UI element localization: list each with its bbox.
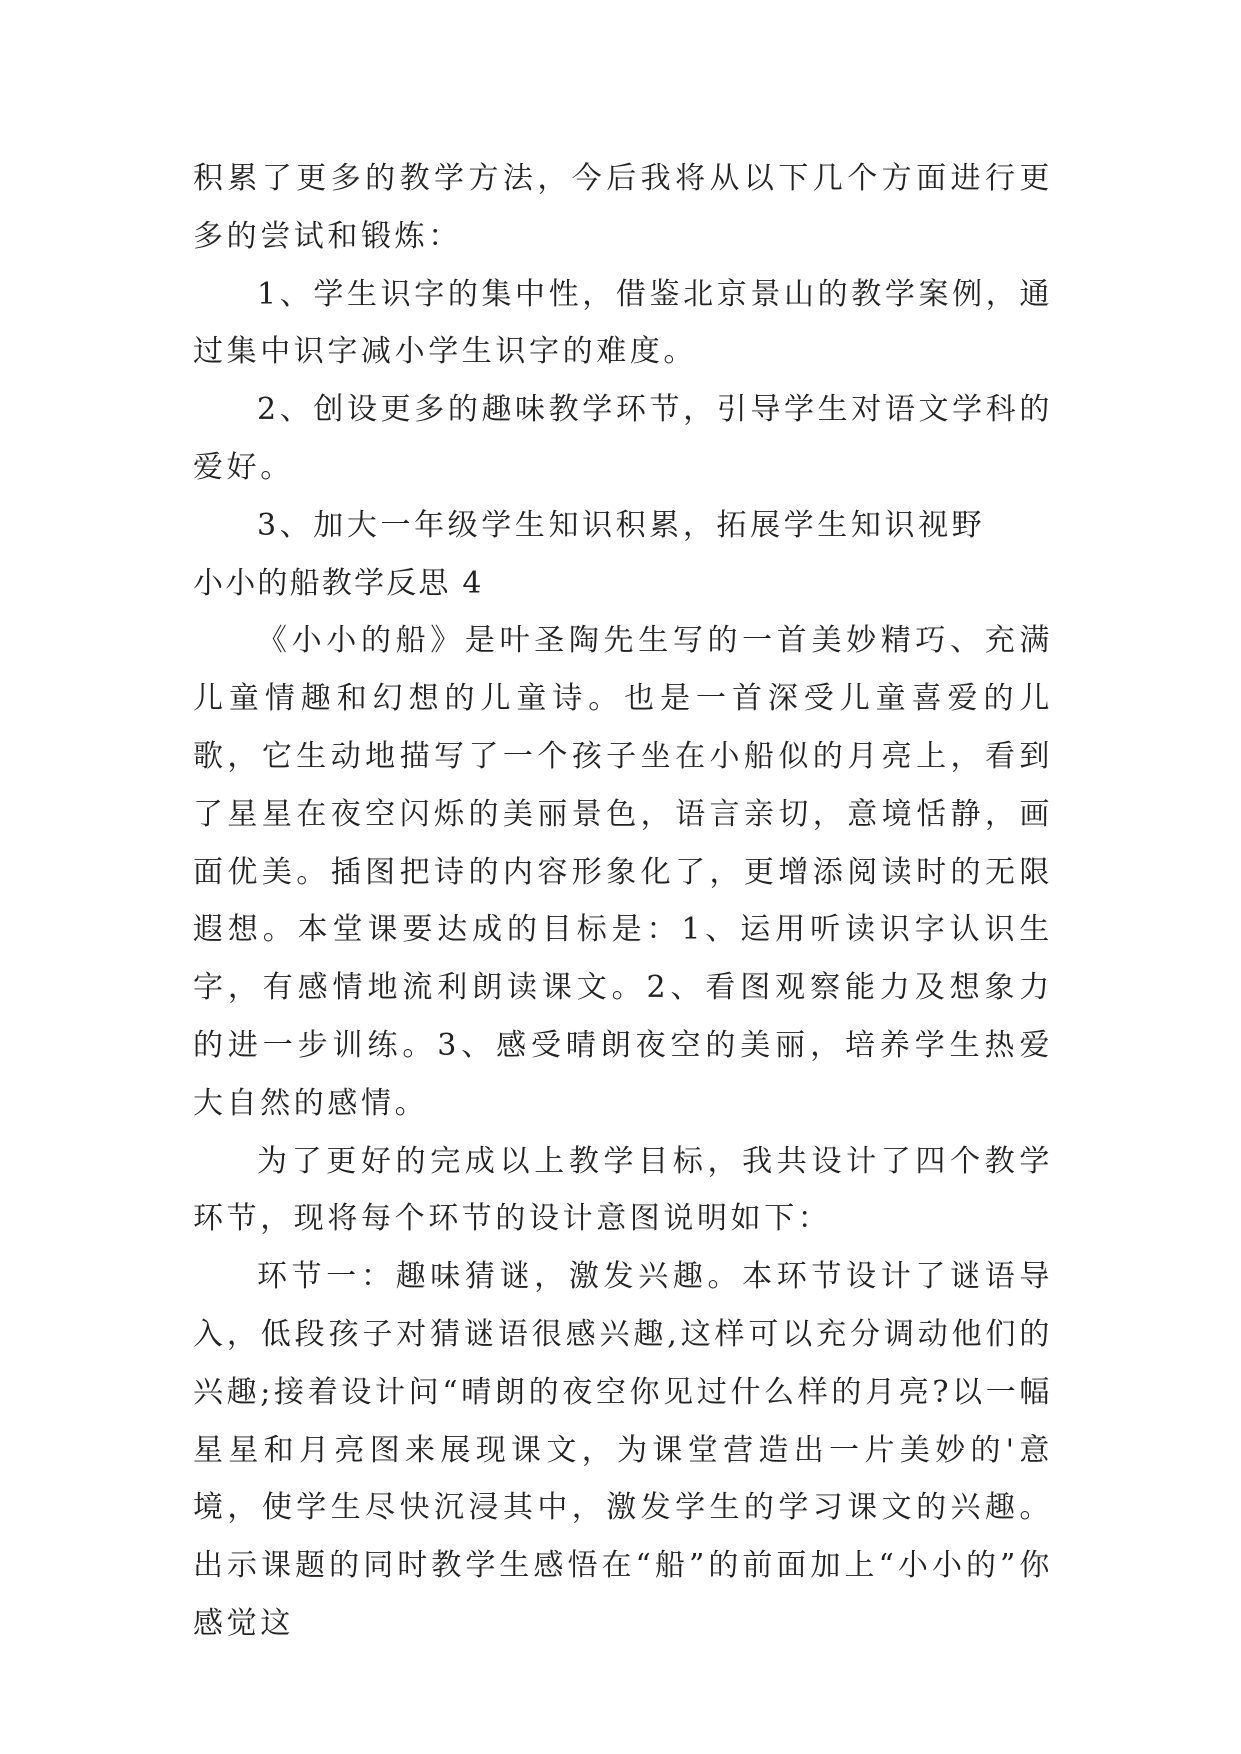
paragraph-intro: 《小小的船》是叶圣陶先生写的一首美妙精巧、充满儿童情趣和幻想的儿童诗。也是一首深受儿童喜爱的儿歌，它生动地描写了一个孩子坐在小船似的月亮上，看到了星星在夜空闪烁的美丽景色，语言亲切，意境恬静，画面优美。插图把诗的内容形象化了，更增添阅读时的无限遐想。本堂课要达成的目标是：1、运用听读识字认识生字，有感情地流利朗读课文。2、看图观察能力及想象力的进一步训练。3、感受晴朗夜空的美丽，培养学生热爱大自然的感情。 bbox=[193, 623, 1053, 1121]
paragraph-item-3: 3、加大一年级学生知识积累，拓展学生知识视野 bbox=[257, 507, 986, 543]
paragraph-item-1: 1、学生识字的集中性，借鉴北京景山的教学案例，通过集中识字减小学生识字的难度。 bbox=[193, 276, 1053, 370]
paragraph-item-2: 2、创设更多的趣味教学环节，引导学生对语文学科的爱好。 bbox=[193, 392, 1053, 485]
paragraph-continuation: 积累了更多的教学方法，今后我将从以下几个方面进行更多的尝试和锻炼： bbox=[193, 161, 1053, 254]
section-heading: 小小的船教学反思 4 bbox=[193, 565, 484, 601]
document-page bbox=[193, 150, 1053, 1653]
paragraph-design: 为了更好的完成以上教学目标，我共设计了四个教学环节，现将每个环节的设计意图说明如下： bbox=[193, 1143, 1053, 1237]
paragraph-step-one: 环节一：趣味猜谜，激发兴趣。本环节设计了谜语导入，低段孩子对猜谜语很感兴趣,这样可以充分调动他们的兴趣;接着设计问“晴朗的夜空你见过什么样的月亮?以一幅星星和月亮图来展现课文，为课堂营造出一片美妙的'意境，使学生尽快沉浸其中，激发学生的学习课文的兴趣。出示课题的同时教学生感悟在“船”的前面加上“小小的”你感觉这 bbox=[193, 1259, 1053, 1641]
